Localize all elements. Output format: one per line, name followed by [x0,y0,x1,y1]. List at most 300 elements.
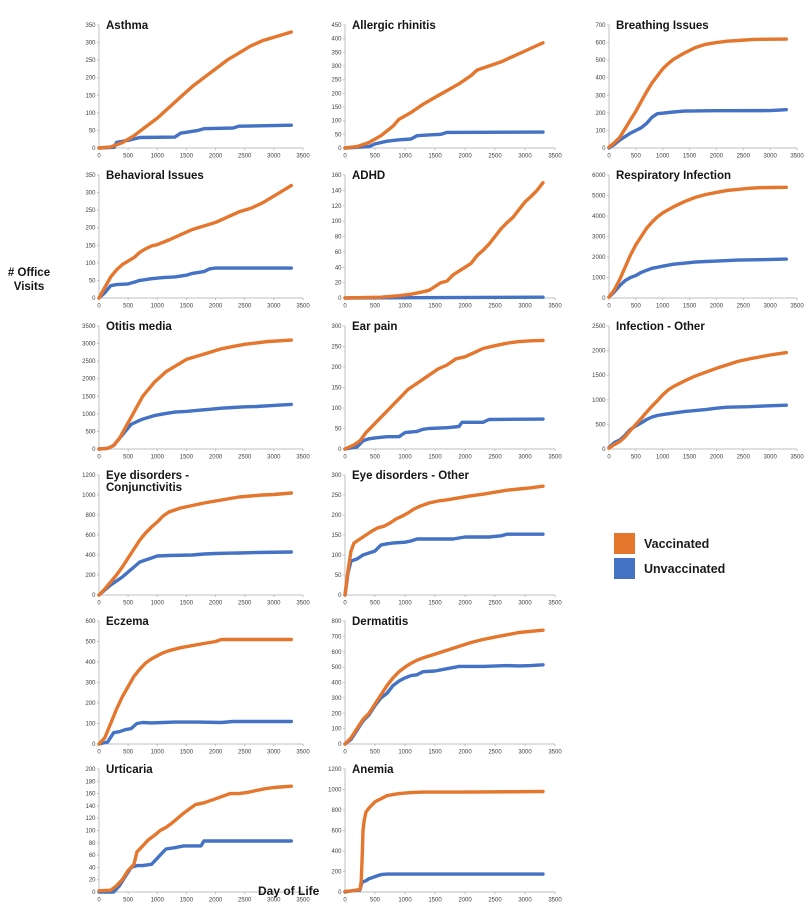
svg-text:0: 0 [338,146,342,152]
legend-item-unvaccinated [614,556,725,581]
svg-text:2000: 2000 [458,897,472,904]
chart-eye-conjunctivitis [70,468,310,611]
unvaccinated-series-line [99,404,291,449]
svg-text:3000: 3000 [267,153,281,160]
svg-text:0: 0 [343,749,347,756]
svg-text:350: 350 [331,50,342,57]
svg-text:1000: 1000 [398,749,412,756]
svg-text:1000: 1000 [150,749,164,756]
svg-text:0: 0 [607,303,611,310]
svg-text:600: 600 [331,828,342,835]
svg-text:500: 500 [595,58,606,65]
svg-text:800: 800 [331,808,342,814]
svg-text:3500: 3500 [548,897,562,904]
svg-text:1500: 1500 [428,897,442,904]
svg-text:1500: 1500 [179,303,194,310]
chart-plot [580,168,804,314]
svg-text:350: 350 [85,23,96,29]
chart-plot [70,18,310,164]
chart-dermatitis [316,614,562,760]
svg-text:200: 200 [85,225,96,232]
svg-text:3000: 3000 [267,454,281,461]
svg-text:1500: 1500 [428,153,442,160]
svg-text:1500: 1500 [82,394,96,401]
svg-text:1000: 1000 [150,600,164,607]
svg-text:80: 80 [334,234,342,241]
chart-plot [580,18,804,164]
svg-text:3000: 3000 [518,749,532,756]
svg-text:100: 100 [85,721,96,728]
svg-text:400: 400 [331,36,342,43]
vaccinated-series-line [345,183,543,298]
chart-title: Otitis media [106,321,172,333]
svg-text:500: 500 [123,454,134,461]
svg-text:250: 250 [85,208,96,215]
svg-text:500: 500 [369,454,381,461]
svg-text:2000: 2000 [709,153,724,160]
chart-plot [316,614,562,760]
svg-text:1000: 1000 [398,600,412,607]
svg-text:300: 300 [85,190,96,197]
chart-plot [316,168,562,314]
vaccinated-series-line [99,186,291,299]
svg-text:200: 200 [85,767,96,773]
chart-plot [316,762,562,908]
chart-title: Allergic rhinitis [352,20,436,32]
svg-text:3000: 3000 [267,749,281,756]
svg-text:300: 300 [595,93,606,100]
svg-text:2500: 2500 [736,153,750,160]
svg-text:500: 500 [369,749,381,756]
vaccinated-series-line [345,630,543,744]
svg-text:150: 150 [85,93,96,100]
chart-plot [580,319,804,465]
svg-text:0: 0 [338,296,342,302]
svg-text:2500: 2500 [238,897,252,904]
svg-text:600: 600 [595,40,606,47]
svg-text:700: 700 [595,23,606,29]
chart-title: Dermatitis [352,616,409,628]
svg-text:150: 150 [331,385,342,392]
svg-text:800: 800 [331,619,342,625]
svg-text:1500: 1500 [179,749,194,756]
svg-text:50: 50 [334,426,342,433]
svg-text:200: 200 [331,91,342,98]
svg-text:0: 0 [92,447,96,453]
svg-text:500: 500 [369,153,381,160]
chart-title: Asthma [106,20,149,32]
svg-text:3000: 3000 [592,234,606,241]
svg-text:2500: 2500 [82,359,96,366]
svg-text:2000: 2000 [592,348,606,355]
svg-text:0: 0 [343,303,347,310]
svg-text:800: 800 [85,513,96,519]
svg-text:500: 500 [85,429,96,436]
svg-text:1500: 1500 [179,454,194,461]
svg-text:3000: 3000 [518,897,532,904]
svg-text:2500: 2500 [488,897,502,904]
vaccinated-swatch [614,533,635,554]
svg-text:200: 200 [331,365,342,371]
svg-text:3000: 3000 [763,454,777,461]
svg-text:1000: 1000 [150,303,164,310]
svg-text:0: 0 [602,146,606,152]
svg-text:2500: 2500 [736,454,750,461]
chart-breathing-issues [580,18,804,164]
svg-text:0: 0 [92,890,96,896]
chart-respiratory-infection [580,168,804,314]
svg-text:1000: 1000 [150,454,164,461]
svg-text:1000: 1000 [398,153,412,160]
unvaccinated-series-line [345,874,543,892]
vaccinated-series-line [99,340,291,449]
svg-text:500: 500 [123,153,134,160]
chart-adhd [316,168,562,314]
svg-text:3500: 3500 [548,454,562,461]
svg-text:2500: 2500 [736,303,750,310]
svg-text:200: 200 [331,711,342,718]
svg-text:1500: 1500 [682,153,697,160]
vaccinated-series-line [99,493,291,595]
chart-title: Breathing Issues [616,20,709,32]
svg-text:1000: 1000 [656,303,670,310]
svg-text:2500: 2500 [488,303,502,310]
svg-text:5000: 5000 [592,193,606,200]
svg-text:500: 500 [123,749,134,756]
svg-text:0: 0 [343,454,347,461]
svg-text:3500: 3500 [296,153,310,160]
svg-text:2500: 2500 [238,153,252,160]
unvaccinated-series-line [99,125,291,148]
svg-text:50: 50 [334,573,342,579]
svg-text:1500: 1500 [179,153,194,160]
svg-text:3500: 3500 [548,600,562,607]
svg-text:500: 500 [369,897,381,904]
svg-text:0: 0 [602,296,606,302]
svg-text:0: 0 [343,897,347,904]
svg-text:0: 0 [343,600,347,607]
svg-text:3500: 3500 [790,303,804,310]
svg-text:40: 40 [334,265,342,272]
unvaccinated-series-line [99,268,291,298]
svg-text:2500: 2500 [488,454,502,461]
svg-text:0: 0 [602,447,606,453]
svg-text:2000: 2000 [208,897,223,904]
svg-text:200: 200 [85,573,96,579]
svg-text:500: 500 [123,897,134,904]
svg-text:2500: 2500 [238,749,252,756]
svg-text:0: 0 [97,153,101,160]
svg-text:2500: 2500 [592,324,606,330]
svg-text:1000: 1000 [82,411,96,418]
chart-title: Eczema [106,616,149,628]
svg-text:500: 500 [85,639,96,646]
svg-text:500: 500 [331,665,342,672]
svg-text:140: 140 [331,188,342,195]
svg-text:3500: 3500 [296,749,310,756]
svg-text:150: 150 [331,105,342,111]
chart-title: Eye disorders - Conjunctivitis [106,470,190,495]
svg-text:60: 60 [88,853,96,860]
chart-title: Urticaria [106,764,153,776]
svg-text:100: 100 [331,219,342,226]
chart-title: Respiratory Infection [616,170,732,182]
svg-text:600: 600 [85,533,96,539]
chart-infection-other [580,319,804,465]
svg-text:300: 300 [331,473,342,479]
svg-text:200: 200 [85,75,96,82]
svg-text:1000: 1000 [150,153,164,160]
svg-text:1000: 1000 [656,454,670,461]
svg-text:160: 160 [85,791,96,798]
svg-text:2500: 2500 [488,153,502,160]
x-axis-label: Day of Life [258,884,320,898]
svg-text:0: 0 [92,593,96,599]
svg-text:700: 700 [331,634,342,641]
legend-item-vaccinated [614,531,725,556]
chart-asthma [70,18,310,164]
svg-text:3000: 3000 [518,454,532,461]
chart-plot [316,468,562,611]
svg-text:500: 500 [630,454,641,461]
svg-text:250: 250 [331,344,342,351]
svg-text:3500: 3500 [790,153,804,160]
legend [614,531,725,581]
svg-text:500: 500 [369,303,381,310]
legend-label: Vaccinated [644,536,710,551]
svg-text:2000: 2000 [208,153,223,160]
svg-text:350: 350 [85,173,96,179]
svg-text:160: 160 [331,173,342,179]
svg-text:3500: 3500 [548,749,562,756]
svg-text:3500: 3500 [296,600,310,607]
svg-text:0: 0 [97,600,101,607]
svg-text:0: 0 [97,897,101,904]
svg-text:120: 120 [331,203,342,210]
svg-text:2500: 2500 [488,600,502,607]
svg-text:3000: 3000 [763,303,777,310]
svg-text:3000: 3000 [82,341,96,348]
svg-text:250: 250 [331,493,342,499]
chart-allergic-rhinitis [316,18,562,164]
svg-text:100: 100 [331,118,342,125]
svg-text:1000: 1000 [656,153,670,160]
svg-text:4000: 4000 [592,214,606,220]
svg-text:1500: 1500 [428,749,442,756]
svg-text:300: 300 [85,680,96,687]
chart-otitis-media [70,319,310,465]
svg-text:2000: 2000 [458,454,472,461]
svg-text:100: 100 [595,128,606,135]
chart-title: Anemia [352,764,394,776]
legend-label: Unvaccinated [644,561,726,576]
svg-text:80: 80 [88,840,96,847]
chart-ear-pain [316,319,562,465]
svg-text:2500: 2500 [238,600,252,607]
svg-text:100: 100 [331,553,342,559]
svg-text:50: 50 [88,278,96,285]
svg-text:3000: 3000 [518,600,532,607]
svg-text:100: 100 [331,406,342,412]
svg-text:400: 400 [331,680,342,687]
svg-text:1500: 1500 [428,600,442,607]
svg-text:300: 300 [85,40,96,47]
chart-title: Infection - Other [616,321,705,333]
unvaccinated-swatch [614,558,635,579]
svg-text:450: 450 [331,23,342,29]
svg-text:3500: 3500 [548,153,562,160]
svg-text:3000: 3000 [518,153,532,160]
svg-text:0: 0 [343,153,347,160]
chart-plot [316,18,562,164]
svg-text:2500: 2500 [238,303,252,310]
vaccinated-series-line [345,340,543,449]
svg-text:1000: 1000 [398,897,412,904]
svg-text:0: 0 [97,749,101,756]
svg-text:0: 0 [338,447,342,453]
svg-text:250: 250 [85,58,96,65]
svg-text:500: 500 [123,600,134,607]
chart-plot [70,614,310,760]
svg-text:2000: 2000 [458,303,472,310]
svg-text:1500: 1500 [428,454,442,461]
svg-text:50: 50 [88,128,96,135]
svg-text:300: 300 [331,64,342,70]
svg-text:2000: 2000 [458,600,472,607]
chart-plot [70,319,310,465]
svg-text:100: 100 [85,260,96,267]
svg-text:2000: 2000 [458,153,472,160]
y-axis-label: # Office Visits [7,267,51,294]
svg-text:3500: 3500 [296,303,310,310]
svg-text:3500: 3500 [296,897,310,904]
svg-text:500: 500 [369,600,381,607]
svg-text:20: 20 [334,280,342,287]
svg-text:40: 40 [88,865,96,872]
svg-text:300: 300 [331,695,342,702]
svg-text:2500: 2500 [238,454,252,461]
chart-anemia [316,762,562,908]
svg-text:2000: 2000 [82,376,96,383]
svg-text:0: 0 [338,593,342,599]
svg-text:120: 120 [85,816,96,823]
svg-text:400: 400 [85,553,96,559]
svg-text:3000: 3000 [267,897,281,904]
svg-text:6000: 6000 [592,173,606,179]
chart-plot [70,168,310,314]
svg-text:60: 60 [334,249,342,256]
svg-text:3000: 3000 [763,153,777,160]
svg-text:1000: 1000 [328,787,342,794]
svg-text:2000: 2000 [458,749,472,756]
chart-plot [316,319,562,465]
svg-text:400: 400 [595,75,606,82]
svg-text:2000: 2000 [208,303,223,310]
svg-text:2000: 2000 [709,303,724,310]
svg-text:0: 0 [92,146,96,152]
svg-text:3500: 3500 [548,303,562,310]
svg-text:500: 500 [630,303,641,310]
svg-text:3500: 3500 [296,454,310,461]
svg-text:200: 200 [331,513,342,519]
svg-text:500: 500 [123,303,134,310]
svg-text:1000: 1000 [592,275,606,282]
svg-text:1000: 1000 [398,454,412,461]
svg-text:1000: 1000 [592,397,606,404]
svg-text:1500: 1500 [428,303,442,310]
svg-text:2000: 2000 [208,749,223,756]
svg-text:200: 200 [331,869,342,876]
svg-text:2000: 2000 [208,454,223,461]
svg-text:1000: 1000 [150,897,164,904]
svg-text:3000: 3000 [267,303,281,310]
svg-text:0: 0 [92,742,96,748]
svg-text:2000: 2000 [592,255,606,261]
svg-text:1500: 1500 [682,303,697,310]
unvaccinated-series-line [609,259,786,297]
svg-text:180: 180 [85,779,96,786]
svg-text:200: 200 [85,701,96,707]
chart-title: Behavioral Issues [106,170,204,182]
svg-text:2000: 2000 [709,454,724,461]
svg-text:1000: 1000 [398,303,412,310]
svg-text:250: 250 [331,77,342,84]
svg-text:200: 200 [595,110,606,117]
vaccinated-series-line [609,353,786,448]
svg-text:100: 100 [85,828,96,835]
svg-text:600: 600 [85,619,96,625]
svg-text:3500: 3500 [82,324,96,330]
svg-text:3500: 3500 [790,454,804,461]
unvaccinated-series-line [609,110,786,148]
svg-text:0: 0 [338,742,342,748]
svg-text:0: 0 [97,454,101,461]
svg-text:140: 140 [85,803,96,810]
chart-behavioral-issues [70,168,310,314]
svg-text:150: 150 [331,533,342,539]
svg-text:1500: 1500 [179,897,194,904]
vaccinated-series-line [609,187,786,297]
chart-title: ADHD [352,170,386,182]
svg-text:600: 600 [331,649,342,656]
svg-text:1500: 1500 [179,600,194,607]
svg-text:0: 0 [607,153,611,160]
chart-title: Ear pain [352,321,398,333]
svg-text:0: 0 [92,296,96,302]
svg-text:500: 500 [630,153,641,160]
svg-text:3000: 3000 [518,303,532,310]
svg-text:2500: 2500 [488,749,502,756]
svg-text:1500: 1500 [592,373,606,380]
svg-text:400: 400 [331,849,342,855]
svg-text:3000: 3000 [267,600,281,607]
unvaccinated-series-line [345,534,543,595]
svg-text:300: 300 [331,324,342,330]
svg-text:1200: 1200 [82,473,96,479]
svg-text:0: 0 [338,890,342,896]
svg-text:100: 100 [85,110,96,117]
svg-text:2000: 2000 [208,600,223,607]
svg-text:20: 20 [88,877,96,884]
unvaccinated-series-line [99,722,291,745]
chart-eczema [70,614,310,760]
svg-text:1000: 1000 [82,493,96,499]
svg-text:0: 0 [607,454,611,461]
svg-text:1200: 1200 [328,767,342,773]
svg-text:500: 500 [595,422,606,429]
svg-text:50: 50 [334,132,342,139]
svg-text:1500: 1500 [682,454,697,461]
